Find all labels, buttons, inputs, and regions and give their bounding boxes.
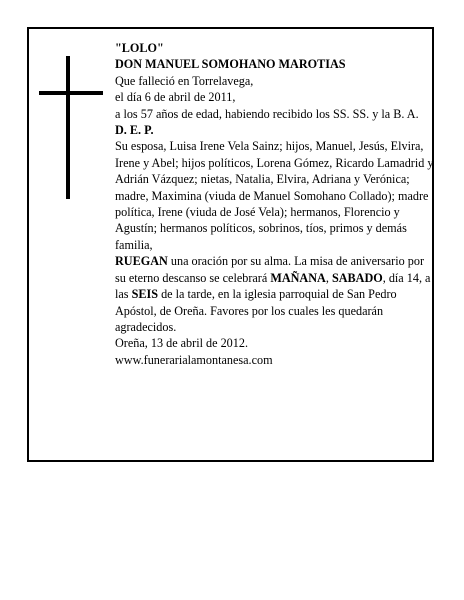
church-text: de la tarde, en la iglesia parroquial de San Pedro Apóstol, de Oreña. Favores por los cuales les quedarán agradecidos. xyxy=(115,287,397,334)
comma-text: , xyxy=(325,270,332,285)
deceased-name: DON MANUEL SOMOHANO MAROTIAS xyxy=(115,57,346,72)
family-paragraph: Su esposa, Luisa Irene Vela Sainz; hijos, Manuel, Jesús, Elvira, Irene y Abel; hijos políticos, Lorena Gómez, Ricardo Lamadrid y Adrián Vázquez; nietas, Natalia, Elvira, Adriana y Verónica; madre, Maximina (viuda de Manuel Somohano Collado); madre política, Irene (viuda de José Vela); hermanos, Florencio y Agustín; hermanos políticos, sobrinos, tíos, primos y demás familia, xyxy=(115,139,434,252)
day-text: , día 14, a las xyxy=(115,270,431,302)
nickname: "LOLO" xyxy=(115,41,164,55)
cross-vertical-bar xyxy=(66,56,70,199)
ruegan-text: RUEGAN xyxy=(115,254,168,269)
ruegan-rest: una oración por su alma. La misa de aniversario por su eterno descanso se celebrará xyxy=(115,254,425,285)
cross-icon xyxy=(39,56,103,199)
mass-paragraph xyxy=(115,253,435,335)
death-date-line: el día 6 de abril de 2011, xyxy=(115,90,236,105)
place-date-line: Oreña, 13 de abril de 2012. xyxy=(115,336,249,351)
website-line: www.funerarialamontanesa.com xyxy=(115,352,273,367)
seis-text: SEIS xyxy=(131,287,159,302)
dep-line: D. E. P. xyxy=(115,123,154,138)
notice-text xyxy=(115,40,435,368)
cross-horizontal-bar xyxy=(39,91,103,95)
obituary-notice xyxy=(27,27,434,462)
death-place-line: Que falleció en Torrelavega, xyxy=(115,73,254,88)
age-line: a los 57 años de edad, habiendo recibido los SS. SS. y la B. A. xyxy=(115,106,419,121)
manana-text: MAÑANA xyxy=(270,270,326,285)
sabado-text: SABADO xyxy=(331,270,383,285)
